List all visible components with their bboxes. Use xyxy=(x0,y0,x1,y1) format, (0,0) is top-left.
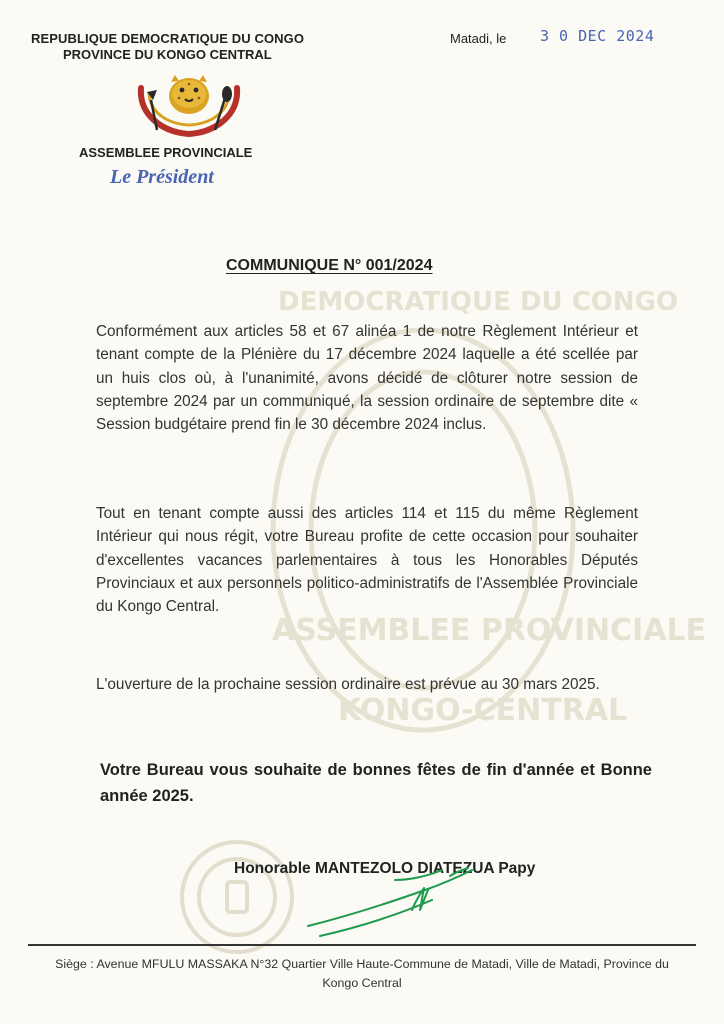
body-paragraph-2: Tout en tenant compte aussi des articles 114 et 115 du même Règlement Intérieur qui nous régit, votre Bureau profite de cette occasion pour souhaiter d'excellentes vacances parlementaires à tous les Honorables Députés Provinciaux et aux personnels politico-administratifs de l'Assemblée Provinciale du Kongo Central. xyxy=(96,505,638,616)
watermark-text-bottom: KONGO-CENTRAL xyxy=(338,693,628,728)
institution-name: ASSEMBLEE PROVINCIALE xyxy=(79,145,253,160)
coat-of-arms-emblem xyxy=(135,70,243,140)
place-date-label: Matadi, le xyxy=(450,31,507,46)
date-stamp: 3 0 DEC 2024 xyxy=(540,27,655,45)
signatory-name: Honorable MANTEZOLO DIATEZUA Papy xyxy=(234,860,536,877)
watermark-text-middle: ASSEMBLEE PROVINCIALE xyxy=(272,613,707,648)
country-name: REPUBLIQUE DEMOCRATIQUE DU CONGO xyxy=(31,31,305,46)
office-title: Le Président xyxy=(110,166,214,188)
watermark-text-top: DEMOCRATIQUE DU CONGO xyxy=(278,287,679,317)
body-paragraph-3: L'ouverture de la prochaine session ordinaire est prévue au 30 mars 2025. xyxy=(96,676,600,693)
closing-greeting: Votre Bureau vous souhaite de bonnes fêtes de fin d'année et Bonne année 2025. xyxy=(100,761,652,805)
faded-seal-stamp xyxy=(178,838,296,956)
body-paragraph-1: Conformément aux articles 58 et 67 alinéa 1 de notre Règlement Intérieur et tenant compte de la Plénière du 17 décembre 2024 laquelle a été scellée par un huis clos où, à l'unanimité, avons décidé de clôturer notre session de septembre 2024 par un communiqué, la session ordinaire de septembre dite « Session budgétaire prend fin le 30 décembre 2024 inclus. xyxy=(96,323,638,434)
footer-address: Siège : Avenue MFULU MASSAKA N°32 Quartier Ville Haute-Commune de Matadi, Ville de Matadi, Province du Kongo Central xyxy=(55,957,669,990)
province-name: PROVINCE DU KONGO CENTRAL xyxy=(63,47,272,62)
communique-title: COMMUNIQUE N° 001/2024 xyxy=(226,257,433,274)
handwritten-signature xyxy=(300,858,490,938)
footer-divider xyxy=(28,944,696,946)
